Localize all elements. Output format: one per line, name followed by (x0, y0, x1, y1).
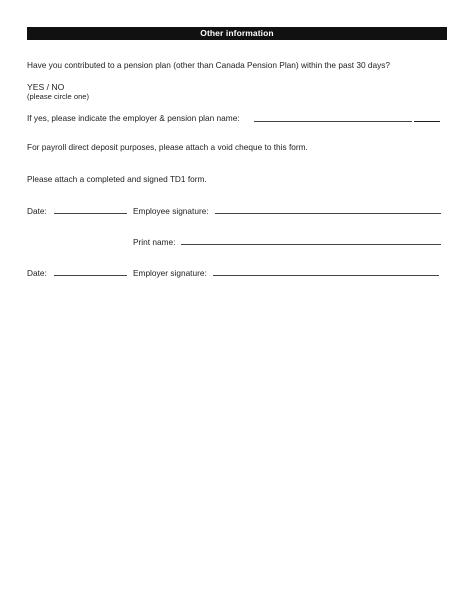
employer-signature-label: Employer signature: (133, 268, 207, 278)
print-name-field[interactable] (181, 244, 441, 245)
direct-deposit-instruction: For payroll direct deposit purposes, please attach a void cheque to this form. (27, 142, 308, 152)
pension-question: Have you contributed to a pension plan (other than Canada Pension Plan) within the past 30 days? (27, 60, 390, 70)
date-label-employer: Date: (27, 268, 47, 278)
employee-date-field[interactable] (54, 213, 127, 214)
employee-signature-field[interactable] (215, 213, 441, 214)
employee-signature-label: Employee signature: (133, 206, 209, 216)
date-label-employee: Date: (27, 206, 47, 216)
print-name-label: Print name: (133, 237, 176, 247)
yes-no-options[interactable]: YES / NO (27, 82, 65, 92)
employer-pension-name-field-end[interactable] (414, 121, 440, 122)
employer-signature-field[interactable] (213, 275, 439, 276)
circle-one-hint: (please circle one) (27, 92, 90, 101)
td1-instruction: Please attach a completed and signed TD1 form. (27, 174, 207, 184)
employer-pension-label: If yes, please indicate the employer & pension plan name: (27, 113, 240, 123)
employer-date-field[interactable] (54, 275, 127, 276)
section-header: Other information (27, 27, 447, 40)
employer-pension-name-field[interactable] (254, 121, 412, 122)
